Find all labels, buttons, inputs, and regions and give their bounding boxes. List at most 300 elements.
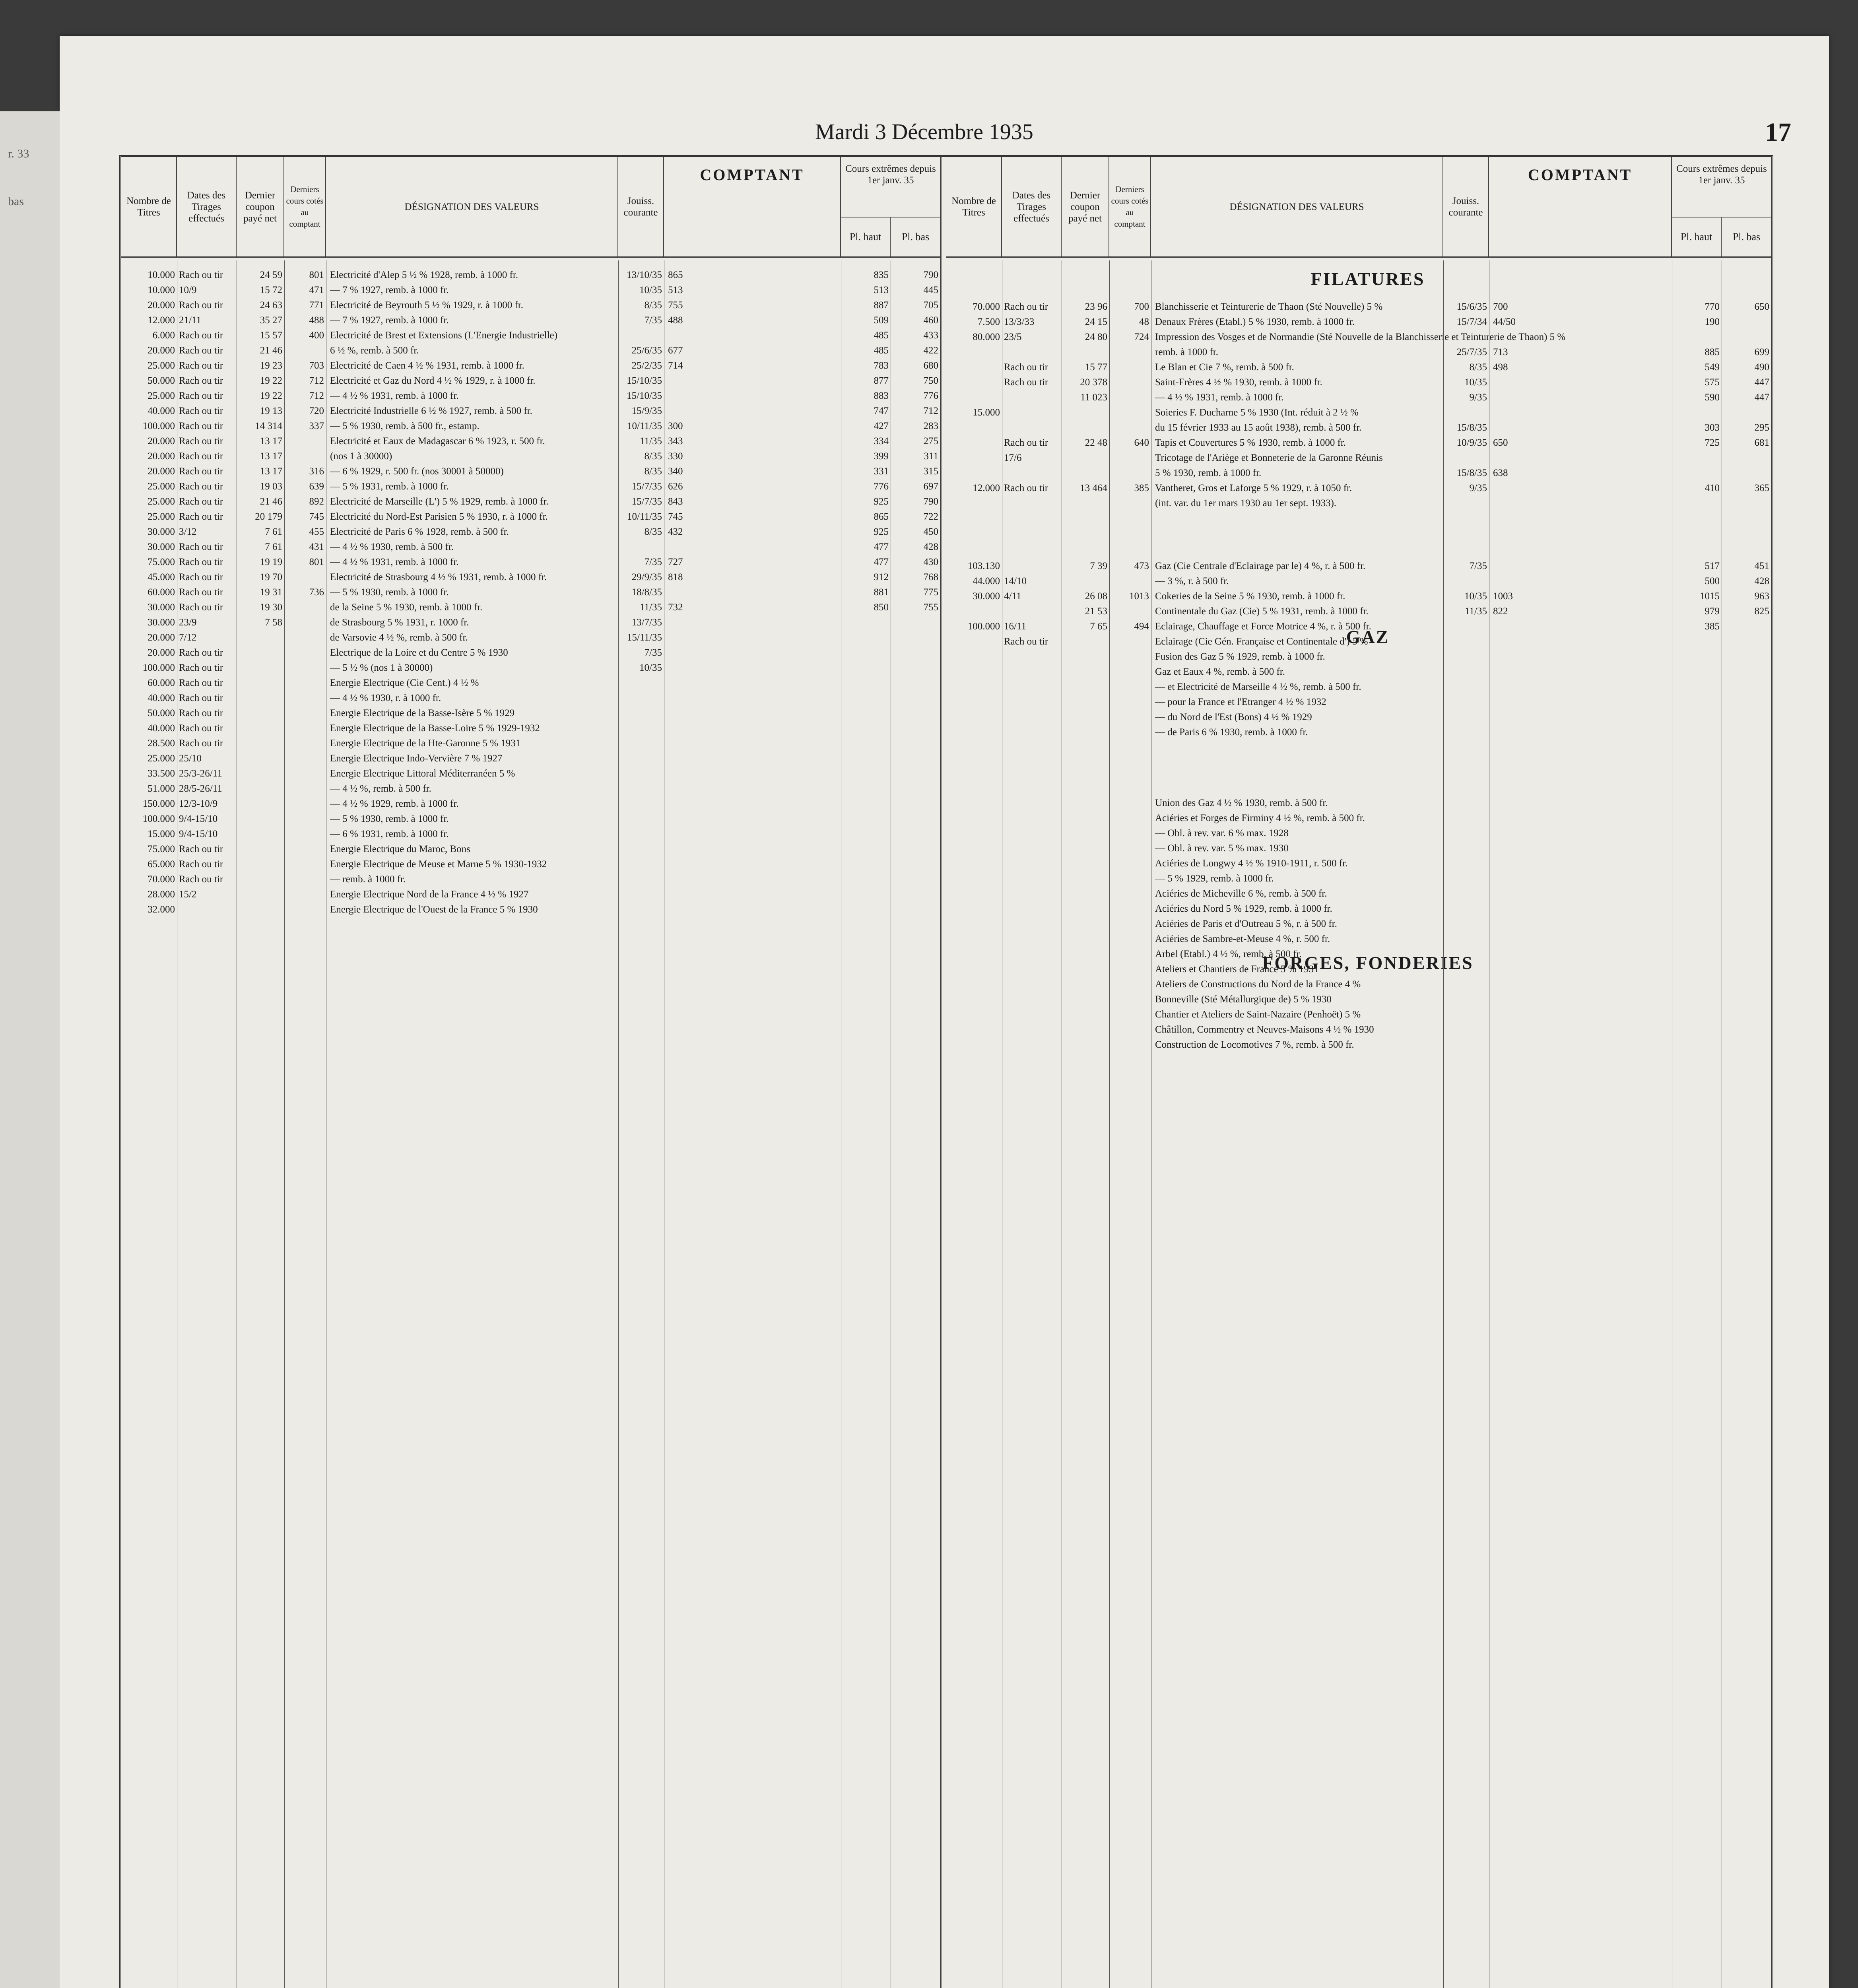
cell-designation: Electricité Industrielle 6 ½ % 1927, remb. à 500 fr.: [330, 406, 532, 416]
col-dates-header-r: Dates des Tirages effectués: [1002, 157, 1062, 256]
cell-nombre: 6.000: [152, 330, 175, 341]
cell-comptant: 513: [668, 285, 683, 295]
cell-dernier-coupon: 15 57: [260, 330, 282, 341]
cell-jouissance: 7/35: [644, 647, 662, 658]
table-row: [946, 436, 1771, 450]
cell-nombre: 28.000: [148, 889, 175, 900]
cell-jouissance: 7/35: [1469, 561, 1487, 571]
cell-comptant: 650: [1493, 437, 1508, 448]
cell-dernier-coupon: 20 179: [255, 511, 282, 522]
cell-dates: Rach ou tir: [1004, 362, 1048, 373]
cell-plus-haut: 410: [1705, 483, 1720, 493]
cell-dates: 23/9: [179, 617, 197, 628]
cell-nombre: 100.000: [142, 813, 175, 824]
cell-comptant: 755: [668, 300, 683, 311]
cell-designation: Energie Electrique du Maroc, Bons: [330, 844, 470, 854]
table-row: [946, 451, 1771, 465]
cell-dates: 14/10: [1004, 576, 1027, 586]
cell-derniers-cours: 801: [309, 270, 324, 280]
cell-jouissance: 15/10/35: [627, 375, 662, 386]
cell-plus-bas: 705: [923, 300, 938, 311]
table-row: [121, 691, 940, 705]
right-table-body: [946, 260, 1771, 1988]
cell-plus-bas: 422: [923, 345, 938, 356]
cell-plus-haut: 925: [874, 526, 889, 537]
cell-nombre: 70.000: [973, 301, 1000, 312]
cell-designation: — 5 % 1930, remb. à 1000 fr.: [330, 813, 449, 824]
col-derniers-cours-header-r: Derniers cours cotés au comptant: [1109, 157, 1151, 256]
cell-nombre: 75.000: [148, 557, 175, 567]
table-row: [946, 315, 1771, 329]
cell-plus-haut: 770: [1705, 301, 1720, 312]
table-row: [121, 707, 940, 720]
table-row: [946, 665, 1771, 679]
col-comptant-header: COMPTANT: [664, 157, 841, 256]
cell-derniers-cours: 736: [309, 587, 324, 598]
cell-designation: Aciéries de Micheville 6 %, remb. à 500 fr.: [1155, 888, 1327, 899]
cell-designation: — 5 % 1930, remb. à 1000 fr.: [330, 587, 449, 598]
cell-nombre: 25.000: [148, 753, 175, 764]
cell-dernier-coupon: 19 22: [260, 390, 282, 401]
cell-nombre: 20.000: [148, 300, 175, 311]
cell-designation: Electricité de Beyrouth 5 ½ % 1929, r. à 1000 fr.: [330, 300, 523, 311]
cell-plus-bas: 775: [923, 587, 938, 598]
cell-dernier-coupon: 24 59: [260, 270, 282, 280]
table-row: [121, 465, 940, 478]
cell-dates: Rach ou tir: [179, 466, 223, 477]
cell-designation: — 4 ½ % 1929, remb. à 1000 fr.: [330, 798, 459, 809]
cell-dernier-coupon: 20 378: [1080, 377, 1107, 388]
cell-designation: — remb. à 1000 fr.: [330, 874, 406, 885]
table-row: [946, 1023, 1771, 1037]
cell-derniers-cours: 640: [1134, 437, 1149, 448]
cell-dates: Rach ou tir: [179, 874, 223, 885]
cell-plus-haut: 303: [1705, 422, 1720, 433]
cell-plus-bas: 428: [1754, 576, 1769, 586]
cell-plus-haut: 865: [874, 511, 889, 522]
pl-bas-header: Pl. bas: [891, 217, 940, 256]
cell-dates: Rach ou tir: [179, 345, 223, 356]
cell-dernier-coupon: 19 31: [260, 587, 282, 598]
cell-designation: Electricité de Marseille (L') 5 % 1929, remb. à 1000 fr.: [330, 496, 549, 507]
cell-designation: Ateliers de Constructions du Nord de la France 4 %: [1155, 979, 1361, 990]
cell-jouissance: 15/10/35: [627, 390, 662, 401]
cell-plus-bas: 283: [923, 421, 938, 431]
cell-derniers-cours: 471: [309, 285, 324, 295]
cell-plus-bas: 295: [1754, 422, 1769, 433]
strip-text-1: r. 33: [8, 147, 29, 160]
cell-dates: 4/11: [1004, 591, 1021, 602]
col-designation-header-r: DÉSIGNATION DES VALEURS: [1151, 157, 1443, 256]
cell-jouissance: 8/35: [644, 526, 662, 537]
cell-designation: — et Electricité de Marseille 4 ½ %, remb. à 500 fr.: [1155, 681, 1361, 692]
col-dates-header: Dates des Tirages effectués: [177, 157, 237, 256]
cell-designation: — 4 ½ % 1931, remb. à 1000 fr.: [330, 557, 459, 567]
cell-dates: Rach ou tir: [179, 511, 223, 522]
cell-designation: — de Paris 6 % 1930, remb. à 1000 fr.: [1155, 727, 1308, 738]
cell-nombre: 100.000: [142, 421, 175, 431]
cell-dates: Rach ou tir: [179, 572, 223, 582]
cell-plus-bas: 433: [923, 330, 938, 341]
table-row: [946, 497, 1771, 510]
cell-dates: 28/5-26/11: [179, 783, 222, 794]
cell-designation: Energie Electrique de l'Ouest de la France 5 % 1930: [330, 904, 538, 915]
cell-nombre: 7.500: [977, 316, 1000, 327]
cell-nombre: 25.000: [148, 511, 175, 522]
cell-nombre: 32.000: [148, 904, 175, 915]
table-row: [946, 300, 1771, 314]
cell-plus-haut: 783: [874, 360, 889, 371]
cell-jouissance: 8/35: [1469, 362, 1487, 373]
cell-nombre: 25.000: [148, 390, 175, 401]
cell-dates: Rach ou tir: [179, 270, 223, 280]
cell-derniers-cours: 337: [309, 421, 324, 431]
table-row: [121, 571, 940, 584]
cell-plus-haut: 549: [1705, 362, 1720, 373]
left-table-header: [121, 157, 940, 258]
cell-comptant: 714: [668, 360, 683, 371]
cell-derniers-cours: 771: [309, 300, 324, 311]
cell-nombre: 30.000: [148, 526, 175, 537]
cell-dates: 25/3-26/11: [179, 768, 222, 779]
table-row: [121, 419, 940, 433]
cell-comptant: 818: [668, 572, 683, 582]
table-row: [946, 711, 1771, 724]
cell-dates: Rach ou tir: [179, 587, 223, 598]
table-row: [121, 737, 940, 750]
table-row: [946, 466, 1771, 480]
cell-nombre: 150.000: [142, 798, 175, 809]
cell-jouissance: 11/35: [639, 602, 662, 613]
cell-nombre: 30.000: [973, 591, 1000, 602]
cell-dernier-coupon: 14 314: [255, 421, 282, 431]
cell-derniers-cours: 892: [309, 496, 324, 507]
cell-comptant: 300: [668, 421, 683, 431]
cell-plus-bas: 428: [923, 542, 938, 552]
table-row: [946, 391, 1771, 404]
table-row: [121, 873, 940, 886]
cell-plus-haut: 835: [874, 270, 889, 280]
right-table-header: [946, 157, 1771, 258]
cell-comptant: 700: [1493, 301, 1508, 312]
cell-nombre: 40.000: [148, 693, 175, 703]
cell-designation: Electricité d'Alep 5 ½ % 1928, remb. à 1000 fr.: [330, 270, 518, 280]
cell-nombre: 40.000: [148, 723, 175, 734]
cell-plus-bas: 680: [923, 360, 938, 371]
cell-nombre: 30.000: [148, 542, 175, 552]
table-row: [121, 601, 940, 614]
cell-comptant: 1003: [1493, 591, 1513, 602]
table-row: [121, 525, 940, 539]
cell-dates: 9/4-15/10: [179, 829, 218, 839]
cell-nombre: 20.000: [148, 345, 175, 356]
cell-plus-bas: 790: [923, 270, 938, 280]
cell-nombre: 10.000: [148, 270, 175, 280]
cell-designation: — 4 ½ %, remb. à 500 fr.: [330, 783, 431, 794]
cell-designation: Electricité de Strasbourg 4 ½ % 1931, remb. à 1000 fr.: [330, 572, 547, 582]
cell-dates: Rach ou tir: [179, 451, 223, 462]
pl-bas-header-r: Pl. bas: [1722, 217, 1771, 256]
cell-jouissance: 15/8/35: [1456, 422, 1487, 433]
section-filatures: FILATURES: [1311, 269, 1425, 289]
cell-nombre: 30.000: [148, 602, 175, 613]
cell-dates: 10/9: [179, 285, 197, 295]
table-row: [121, 314, 940, 327]
adjacent-page-strip: [0, 111, 60, 1988]
cell-designation: Aciéries de Paris et d'Outreau 5 %, r. à 500 fr.: [1155, 918, 1337, 929]
table-row: [121, 359, 940, 373]
cell-dates: Rach ou tir: [179, 678, 223, 688]
cell-dates: Rach ou tir: [179, 542, 223, 552]
cell-plus-bas: 768: [923, 572, 938, 582]
page-header: [60, 119, 1829, 147]
cell-nombre: 25.000: [148, 481, 175, 492]
cell-designation: — 5 % 1931, remb. à 1000 fr.: [330, 481, 449, 492]
cell-designation: Gaz (Cie Centrale d'Eclairage par le) 4 %, r. à 500 fr.: [1155, 561, 1366, 571]
cell-dernier-coupon: 19 03: [260, 481, 282, 492]
section-forges: FORGES, FONDERIES: [1262, 953, 1474, 973]
table-row: [121, 450, 940, 463]
cell-dernier-coupon: 13 17: [260, 466, 282, 477]
cell-designation: Cokeries de la Seine 5 % 1930, remb. à 1000 fr.: [1155, 591, 1345, 602]
cell-designation: Electricité et Gaz du Nord 4 ½ % 1929, r. à 1000 fr.: [330, 375, 536, 386]
right-table-half: [946, 157, 1771, 1988]
table-row: [121, 843, 940, 856]
cell-dates: Rach ou tir: [1004, 437, 1048, 448]
cell-designation: Blanchisserie et Teinturerie de Thaon (Sté Nouvelle) 5 %: [1155, 301, 1383, 312]
cell-plus-bas: 275: [923, 436, 938, 447]
cell-nombre: 45.000: [148, 572, 175, 582]
cell-plus-bas: 776: [923, 390, 938, 401]
cell-plus-bas: 699: [1754, 347, 1769, 357]
cell-designation: du 15 février 1933 au 15 août 1938), remb. à 500 fr.: [1155, 422, 1362, 433]
cell-nombre: 70.000: [148, 874, 175, 885]
cell-plus-bas: 311: [924, 451, 938, 462]
cell-designation: — 4 ½ % 1930, remb. à 500 fr.: [330, 542, 454, 552]
cell-plus-haut: 887: [874, 300, 889, 311]
cell-plus-haut: 385: [1705, 621, 1720, 632]
cell-comptant: 432: [668, 526, 683, 537]
cell-dates: Rach ou tir: [1004, 301, 1048, 312]
cell-derniers-cours: 712: [309, 390, 324, 401]
cell-plus-haut: 500: [1705, 576, 1720, 586]
cell-jouissance: 10/9/35: [1456, 437, 1487, 448]
cell-dernier-coupon: 7 65: [1090, 621, 1107, 632]
cell-designation: Aciéries du Nord 5 % 1929, remb. à 1000 fr.: [1155, 903, 1332, 914]
cell-dernier-coupon: 15 77: [1085, 362, 1107, 373]
cell-designation: — 5 % 1930, remb. à 500 fr., estamp.: [330, 421, 480, 431]
cell-plus-haut: 190: [1705, 316, 1720, 327]
cell-nombre: 100.000: [967, 621, 1000, 632]
cell-jouissance: 9/35: [1469, 392, 1487, 403]
cell-designation: — 7 % 1927, remb. à 1000 fr.: [330, 315, 449, 326]
strip-text-2: bas: [8, 195, 24, 208]
cell-dates: Rach ou tir: [179, 647, 223, 658]
cell-comptant: 745: [668, 511, 683, 522]
cell-designation: Aciéries et Forges de Firminy 4 ½ %, remb. à 500 fr.: [1155, 813, 1365, 823]
table-row: [946, 590, 1771, 603]
table-row: [946, 978, 1771, 991]
cell-jouissance: 8/35: [644, 300, 662, 311]
cell-jouissance: 8/35: [644, 466, 662, 477]
cell-dernier-coupon: 11 023: [1080, 392, 1107, 403]
cell-nombre: 51.000: [148, 783, 175, 794]
table-row: [121, 827, 940, 841]
cell-jouissance: 15/7/35: [631, 481, 662, 492]
cell-designation: de la Seine 5 % 1930, remb. à 1000 fr.: [330, 602, 483, 613]
cell-nombre: 20.000: [148, 632, 175, 643]
table-row: [121, 767, 940, 780]
table-row: [946, 887, 1771, 901]
cell-plus-haut: 334: [874, 436, 889, 447]
cell-designation: de Varsovie 4 ½ %, remb. à 500 fr.: [330, 632, 468, 643]
cell-derniers-cours: 703: [309, 360, 324, 371]
cell-plus-bas: 450: [923, 526, 938, 537]
cell-designation: Electricité et Eaux de Madagascar 6 % 1923, r. 500 fr.: [330, 436, 545, 447]
cell-nombre: 50.000: [148, 708, 175, 718]
cell-dates: Rach ou tir: [179, 481, 223, 492]
cell-plus-haut: 747: [874, 406, 889, 416]
cell-nombre: 25.000: [148, 360, 175, 371]
cell-designation: Aciéries de Sambre-et-Meuse 4 %, r. 500 fr.: [1155, 934, 1330, 944]
cell-nombre: 30.000: [148, 617, 175, 628]
table-row: [946, 635, 1771, 648]
cell-comptant: 732: [668, 602, 683, 613]
table-row: [121, 268, 940, 282]
cell-plus-haut: 517: [1705, 561, 1720, 571]
col-nombre-header: Nombre de Titres: [121, 157, 177, 256]
cell-plus-haut: 725: [1705, 437, 1720, 448]
cell-dernier-coupon: 19 19: [260, 557, 282, 567]
table-row: [946, 726, 1771, 739]
table-row: [946, 481, 1771, 495]
cell-designation: Energie Electrique Nord de la France 4 ½ % 1927: [330, 889, 529, 900]
cell-designation: Energie Electrique de la Basse-Isère 5 % 1929: [330, 708, 514, 718]
cell-designation: Energie Electrique de la Basse-Loire 5 % 1929-1932: [330, 723, 540, 734]
cell-plus-bas: 365: [1754, 483, 1769, 493]
cell-plus-haut: 883: [874, 390, 889, 401]
cell-derniers-cours: 48: [1139, 316, 1149, 327]
cell-designation: Gaz et Eaux 4 %, remb. à 500 fr.: [1155, 666, 1285, 677]
cell-dates: Rach ou tir: [179, 602, 223, 613]
cell-dates: Rach ou tir: [1004, 636, 1048, 647]
cell-dates: 13/3/33: [1004, 316, 1035, 327]
cell-designation: Energie Electrique de la Hte-Garonne 5 % 1931: [330, 738, 521, 749]
cell-plus-bas: 790: [923, 496, 938, 507]
table-row: [121, 329, 940, 342]
cell-dates: 12/3-10/9: [179, 798, 218, 809]
cell-dates: Rach ou tir: [179, 436, 223, 447]
cell-plus-bas: 712: [923, 406, 938, 416]
cell-designation: Energie Electrique de Meuse et Marne 5 % 1930-1932: [330, 859, 547, 870]
table-row: [121, 480, 940, 493]
left-table-half: [121, 157, 942, 1988]
cell-dernier-coupon: 24 63: [260, 300, 282, 311]
table-row: [121, 555, 940, 569]
cell-nombre: 75.000: [148, 844, 175, 854]
table-row: [946, 605, 1771, 618]
cell-plus-haut: 513: [874, 285, 889, 295]
cell-dates: Rach ou tir: [179, 662, 223, 673]
table-row: [121, 283, 940, 297]
table-row: [121, 903, 940, 916]
cell-designation: Electricité du Nord-Est Parisien 5 % 1930, r. à 1000 fr.: [330, 511, 548, 522]
cell-dates: Rach ou tir: [179, 300, 223, 311]
cell-designation: Construction de Locomotives 7 %, remb. à 500 fr.: [1155, 1039, 1354, 1050]
cell-plus-bas: 825: [1754, 606, 1769, 617]
cell-plus-haut: 590: [1705, 392, 1720, 403]
cell-dates: 3/12: [179, 526, 197, 537]
cell-jouissance: 15/11/35: [627, 632, 662, 643]
cell-derniers-cours: 400: [309, 330, 324, 341]
cell-derniers-cours: 494: [1134, 621, 1149, 632]
cell-dates: 15/2: [179, 889, 197, 900]
cell-dates: Rach ou tir: [179, 557, 223, 567]
table-row: [121, 631, 940, 645]
cell-derniers-cours: 745: [309, 511, 324, 522]
cell-comptant: 727: [668, 557, 683, 567]
col-dernier-header-r: Dernier coupon payé net: [1062, 157, 1109, 256]
cell-nombre: 65.000: [148, 859, 175, 870]
cell-dates: 9/4-15/10: [179, 813, 218, 824]
cell-dernier-coupon: 21 46: [260, 345, 282, 356]
cell-dates: 16/11: [1004, 621, 1027, 632]
cell-dernier-coupon: 26 08: [1085, 591, 1107, 602]
cell-plus-haut: 1015: [1700, 591, 1720, 602]
cell-dernier-coupon: 13 17: [260, 451, 282, 462]
cell-designation: Ateliers et Chantiers de France 5 % 1931: [1155, 964, 1319, 975]
pl-haut-header-r: Pl. haut: [1672, 217, 1722, 256]
cell-designation: Electricité de Brest et Extensions (L'Energie Industrielle): [330, 330, 557, 341]
cell-designation: — 6 % 1931, remb. à 1000 fr.: [330, 829, 449, 839]
col-dernier-header: Dernier coupon payé net: [237, 157, 284, 256]
cell-comptant: 340: [668, 466, 683, 477]
cell-comptant: 638: [1493, 468, 1508, 478]
cell-derniers-cours: 385: [1134, 483, 1149, 493]
cell-dernier-coupon: 24 15: [1085, 316, 1107, 327]
cell-nombre: 15.000: [148, 829, 175, 839]
cell-jouissance: 15/8/35: [1456, 468, 1487, 478]
table-row: [121, 782, 940, 796]
table-row: [946, 406, 1771, 419]
table-row: [946, 376, 1771, 389]
cell-designation: Vantheret, Gros et Laforge 5 % 1929, r. à 1050 fr.: [1155, 483, 1352, 493]
cell-designation: Eclairage, Chauffage et Force Motrice 4 %, r. à 500 fr.: [1155, 621, 1371, 632]
cell-dernier-coupon: 13 464: [1080, 483, 1107, 493]
cell-dernier-coupon: 22 48: [1085, 437, 1107, 448]
cell-designation: Arbel (Etabl.) 4 ½ %, remb. à 500 fr.: [1155, 949, 1302, 959]
cell-plus-haut: 881: [874, 587, 889, 598]
cell-designation: Denaux Frères (Etabl.) 5 % 1930, remb. à 1000 fr.: [1155, 316, 1355, 327]
table-row: [121, 661, 940, 675]
cell-comptant: 822: [1493, 606, 1508, 617]
cell-designation: Tapis et Couvertures 5 % 1930, remb. à 1000 fr.: [1155, 437, 1346, 448]
cell-dates: 21/11: [179, 315, 202, 326]
table-row: [121, 435, 940, 448]
cell-derniers-cours: 431: [309, 542, 324, 552]
cell-designation: — 7 % 1927, remb. à 1000 fr.: [330, 285, 449, 295]
cell-designation: 6 ½ %, remb. à 500 fr.: [330, 345, 419, 356]
cell-jouissance: 9/35: [1469, 483, 1487, 493]
cell-designation: — 4 ½ % 1931, remb. à 1000 fr.: [1155, 392, 1284, 403]
section-gaz: GAZ: [1346, 627, 1390, 647]
table-row: [946, 361, 1771, 374]
cell-plus-haut: 850: [874, 602, 889, 613]
cell-dernier-coupon: 7 39: [1090, 561, 1107, 571]
cell-nombre: 25.000: [148, 496, 175, 507]
cell-nombre: 20.000: [148, 466, 175, 477]
table-row: [121, 616, 940, 629]
